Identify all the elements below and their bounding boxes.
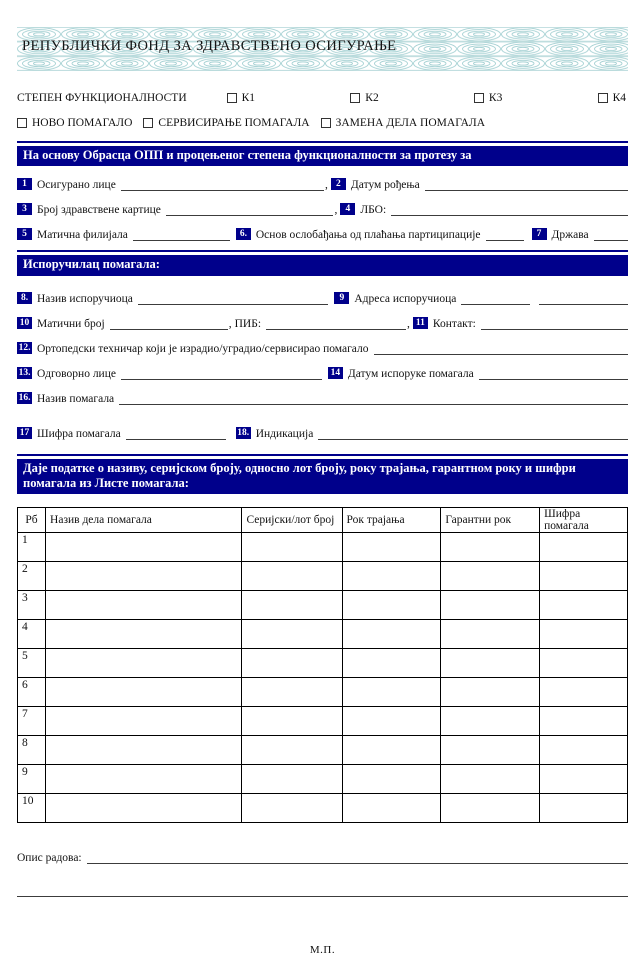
k2-checkbox-item[interactable]: [350, 92, 378, 104]
field-row-insured: [17, 174, 628, 191]
k3-checkbox-item[interactable]: [474, 92, 502, 104]
field-label: ЛБО:: [360, 204, 387, 217]
table-cell[interactable]: [342, 794, 441, 823]
table-row: [18, 649, 628, 678]
part-replacement-checkbox-icon[interactable]: [321, 118, 331, 128]
field-label: Датум рођења: [350, 179, 420, 192]
technician-blank-line[interactable]: [374, 352, 628, 355]
works-blank-line[interactable]: [87, 861, 628, 864]
table-cell[interactable]: [242, 765, 342, 794]
table-cell[interactable]: [540, 562, 628, 591]
field-number: 9: [334, 292, 349, 304]
works-label: Опис радова:: [17, 852, 82, 864]
k3-label: К3: [488, 92, 503, 104]
table-cell[interactable]: [242, 591, 342, 620]
table-cell[interactable]: [540, 765, 628, 794]
contact-blank-line[interactable]: [481, 327, 628, 330]
new-aid-label: НОВО ПОМАГАЛО: [32, 117, 133, 129]
field-number: 11: [413, 317, 428, 329]
table-cell[interactable]: [46, 533, 242, 562]
basis-section: [17, 141, 628, 166]
table-cell[interactable]: [342, 591, 441, 620]
section-rule: [17, 454, 628, 456]
delivery-date-blank-line[interactable]: [479, 377, 628, 380]
field-label: Матични број: [37, 317, 105, 330]
k4-checkbox-item[interactable]: [598, 92, 626, 104]
field-label: Ортопедски техничар који је израдио/уградио/сервисирао помагало: [37, 342, 369, 355]
new-aid-checkbox-icon[interactable]: [17, 118, 27, 128]
table-row: [18, 533, 628, 562]
insured-blank-line[interactable]: [121, 188, 324, 191]
field-row-supplier-name: [17, 288, 628, 305]
table-cell[interactable]: [540, 794, 628, 823]
pib-blank-line[interactable]: [266, 327, 406, 330]
table-cell[interactable]: [441, 533, 540, 562]
k2-checkbox-icon[interactable]: [350, 93, 360, 103]
parts-table: [17, 507, 628, 823]
table-cell[interactable]: [441, 736, 540, 765]
responsible-blank-line[interactable]: [121, 377, 322, 380]
k1-checkbox-icon[interactable]: [227, 93, 237, 103]
functionality-row: [17, 92, 626, 104]
field-label: Датум испоруке помагала: [347, 367, 474, 380]
field-number: 16.: [18, 392, 31, 403]
field-label: Индикација: [255, 427, 314, 440]
table-cell[interactable]: [46, 649, 242, 678]
row-number: 10: [18, 794, 46, 823]
table-cell[interactable]: [242, 620, 342, 649]
table-cell[interactable]: [46, 794, 242, 823]
field-number: 2: [331, 178, 346, 190]
table-cell[interactable]: [46, 678, 242, 707]
table-cell[interactable]: [441, 649, 540, 678]
table-row: [18, 765, 628, 794]
aid-code-blank-line[interactable]: [126, 437, 226, 440]
row-number: 6: [18, 678, 46, 707]
servicing-checkbox-icon[interactable]: [143, 118, 153, 128]
field-number: 4: [340, 203, 355, 215]
separator: ,: [325, 179, 328, 192]
aid-type-row: [17, 117, 628, 129]
lbo-blank-line[interactable]: [391, 213, 628, 216]
supplier-section: [17, 250, 628, 275]
field-row-responsible: [17, 363, 628, 380]
k2-label: К2: [365, 92, 379, 104]
table-cell[interactable]: [342, 678, 441, 707]
col-header-serial: Серијски/лот број: [242, 508, 342, 533]
table-cell[interactable]: [242, 794, 342, 823]
table-cell[interactable]: [540, 678, 628, 707]
aid-name-blank-line[interactable]: [119, 402, 628, 405]
separator: ,: [407, 317, 410, 330]
row-number: 8: [18, 736, 46, 765]
field-number: 6.: [236, 228, 251, 240]
table-cell[interactable]: [441, 707, 540, 736]
parts-section: [17, 454, 628, 495]
table-cell[interactable]: [46, 765, 242, 794]
stamp-placeholder: М.П.: [309, 944, 336, 956]
table-cell[interactable]: [540, 649, 628, 678]
table-cell[interactable]: [342, 533, 441, 562]
table-cell[interactable]: [242, 649, 342, 678]
basis-section-bar: На основу Обрасца ОПП и процењеног степена функционалности за протезу за: [17, 146, 628, 166]
k1-label: К1: [241, 92, 256, 104]
table-cell[interactable]: [342, 736, 441, 765]
table-header-row: [18, 508, 628, 533]
supplier-address-blank-line-2[interactable]: [539, 302, 628, 305]
field-label: Назив помагала: [37, 392, 115, 405]
field-label: ПИБ:: [234, 317, 262, 330]
supplier-address-blank-line[interactable]: [461, 302, 529, 305]
table-cell[interactable]: [46, 736, 242, 765]
table-cell[interactable]: [46, 620, 242, 649]
table-row: [18, 736, 628, 765]
row-number: 1: [18, 533, 46, 562]
table-row: [18, 562, 628, 591]
row-number: 2: [18, 562, 46, 591]
row-number: 5: [18, 649, 46, 678]
field-label: Контакт:: [432, 317, 476, 330]
table-cell[interactable]: [342, 649, 441, 678]
row-number: 9: [18, 765, 46, 794]
table-cell[interactable]: [242, 562, 342, 591]
col-header-term: Рок трајања: [342, 508, 441, 533]
table-row: [18, 591, 628, 620]
field-number: 8.: [17, 292, 32, 304]
table-row: [18, 678, 628, 707]
table-cell[interactable]: [441, 591, 540, 620]
field-number: 18.: [237, 427, 250, 438]
functionality-label: СТЕПЕН ФУНКЦИОНАЛНОСТИ: [17, 92, 187, 104]
field-row-aid-name: [17, 388, 628, 405]
table-cell[interactable]: [540, 533, 628, 562]
field-number: 1: [17, 178, 32, 190]
table-cell[interactable]: [242, 736, 342, 765]
table-cell[interactable]: [242, 533, 342, 562]
field-label: Држава: [551, 229, 589, 242]
indication-blank-line[interactable]: [318, 437, 628, 440]
field-label: Одговорно лице: [37, 367, 116, 380]
table-cell[interactable]: [441, 794, 540, 823]
company-number-blank-line[interactable]: [110, 327, 228, 330]
table-cell[interactable]: [242, 678, 342, 707]
col-header-warranty: Гарантни рок: [441, 508, 540, 533]
header-banner: [17, 27, 628, 71]
k1-checkbox-item[interactable]: [227, 92, 255, 104]
birth-date-blank-line[interactable]: [425, 188, 628, 191]
field-number: 3: [17, 203, 32, 215]
table-cell[interactable]: [46, 707, 242, 736]
section-rule: [17, 250, 628, 252]
supplier-name-blank-line[interactable]: [138, 302, 328, 305]
card-number-blank-line[interactable]: [166, 213, 334, 216]
table-cell[interactable]: [441, 678, 540, 707]
new-aid-checkbox-item[interactable]: [17, 117, 132, 129]
k4-label: К4: [612, 92, 626, 104]
field-number: 13.: [18, 367, 31, 378]
table-cell[interactable]: [342, 620, 441, 649]
field-number: 17: [17, 427, 32, 439]
table-cell[interactable]: [540, 707, 628, 736]
table-cell[interactable]: [342, 562, 441, 591]
works-description-row: [17, 848, 628, 864]
field-row-branch: [17, 224, 628, 241]
separator: ,: [228, 317, 232, 330]
country-blank-line[interactable]: [594, 238, 628, 241]
field-label: Број здравствене картице: [37, 204, 161, 217]
field-label: Основ ослобађања од плаћања партиципације: [255, 229, 481, 242]
row-number: 4: [18, 620, 46, 649]
field-label: Назив испоручиоца: [37, 292, 133, 305]
table-row: [18, 620, 628, 649]
exemption-blank-line[interactable]: [486, 238, 524, 241]
section-rule: [17, 141, 628, 143]
field-label: Адреса испоручиоца: [354, 292, 457, 305]
table-cell[interactable]: [242, 707, 342, 736]
field-label: Шифра помагала: [37, 427, 121, 440]
k4-checkbox-icon[interactable]: [598, 93, 608, 103]
field-row-aid-code: [17, 423, 628, 440]
field-number: 14: [328, 367, 343, 379]
row-number: 7: [18, 707, 46, 736]
col-header-code: Шифра помагала: [540, 508, 628, 533]
parts-section-bar: Даје податке о називу, серијском броју, односно лот броју, року трајања, гарантном року и шифри помагала из Листе помагала:: [17, 459, 628, 495]
field-row-company-number: [17, 313, 628, 330]
table-cell[interactable]: [441, 765, 540, 794]
field-row-card: [17, 199, 628, 216]
field-row-technician: [17, 338, 628, 355]
table-cell[interactable]: [441, 620, 540, 649]
field-label: Осигурано лице: [37, 179, 116, 192]
part-replacement-checkbox-item[interactable]: [321, 117, 485, 129]
table-cell[interactable]: [540, 620, 628, 649]
table-cell[interactable]: [342, 707, 441, 736]
field-number: 10: [17, 317, 32, 329]
servicing-label: СЕРВИСИРАЊЕ ПОМАГАЛА: [158, 117, 310, 129]
col-header-part-name: Назив дела помагала: [46, 508, 242, 533]
table-row: [18, 794, 628, 823]
table-cell[interactable]: [540, 591, 628, 620]
table-cell[interactable]: [46, 591, 242, 620]
table-cell[interactable]: [46, 562, 242, 591]
k3-checkbox-icon[interactable]: [474, 93, 484, 103]
field-number: 5: [17, 228, 32, 240]
page-title: РЕПУБЛИЧКИ ФОНД ЗА ЗДРАВСТВЕНО ОСИГУРАЊЕ: [22, 38, 397, 54]
table-cell[interactable]: [441, 562, 540, 591]
table-cell[interactable]: [342, 765, 441, 794]
table-row: [18, 707, 628, 736]
branch-blank-line[interactable]: [133, 238, 230, 241]
part-replacement-label: ЗАМЕНА ДЕЛА ПОМАГАЛА: [335, 117, 486, 129]
supplier-section-bar: Испоручилац помагала:: [17, 255, 628, 275]
field-number: 12.: [18, 342, 31, 353]
table-cell[interactable]: [540, 736, 628, 765]
col-header-rb: Рб: [18, 508, 46, 533]
row-number: 3: [18, 591, 46, 620]
works-blank-line-2[interactable]: [17, 894, 628, 897]
field-number: 7: [532, 228, 547, 240]
field-label: Матична филијала: [37, 229, 128, 242]
servicing-checkbox-item[interactable]: [143, 117, 309, 129]
separator: ,: [334, 204, 338, 217]
